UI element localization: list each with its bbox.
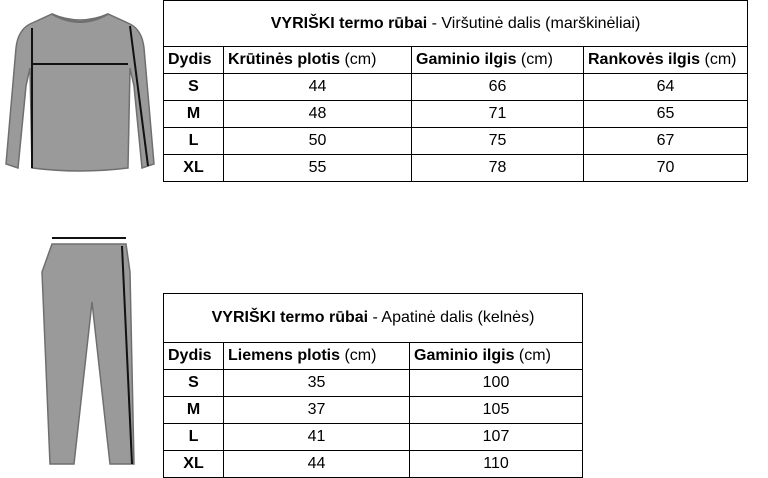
pants-illustration bbox=[36, 232, 160, 472]
table-cell: 75 bbox=[412, 128, 584, 155]
table-cell: 48 bbox=[224, 101, 412, 128]
table-cell: 65 bbox=[584, 101, 748, 128]
pants-icon bbox=[42, 244, 134, 464]
size-label: L bbox=[164, 128, 224, 155]
table-cell: 35 bbox=[224, 370, 410, 397]
size-label: S bbox=[164, 74, 224, 101]
header-sleeve-length: Rankovės ilgis bbox=[588, 51, 701, 68]
table-row bbox=[164, 424, 583, 451]
top-size-table bbox=[163, 0, 748, 182]
table-cell: 78 bbox=[412, 155, 584, 182]
size-label: XL bbox=[164, 451, 224, 478]
table-cell: 67 bbox=[584, 128, 748, 155]
header-garment-length: Gaminio ilgis bbox=[416, 51, 517, 68]
table-row bbox=[164, 451, 583, 478]
size-label: L bbox=[164, 424, 224, 451]
table-cell: 105 bbox=[410, 397, 583, 424]
table-row bbox=[164, 74, 748, 101]
table-row bbox=[164, 101, 748, 128]
table-cell: 37 bbox=[224, 397, 410, 424]
shirt-illustration bbox=[2, 8, 158, 178]
table-row bbox=[164, 370, 583, 397]
table-row bbox=[164, 155, 748, 182]
table-cell: 64 bbox=[584, 74, 748, 101]
bottom-table-title: VYRIŠKI termo rūbai - Apatinė dalis (kelnės) bbox=[164, 294, 583, 343]
top-table-header: Dydis Krūtinės plotis (cm) Gaminio ilgis (cm) Rankovės ilgis (cm) bbox=[164, 47, 748, 74]
header-size: Dydis bbox=[168, 51, 212, 68]
table-cell: 55 bbox=[224, 155, 412, 182]
size-label: M bbox=[164, 397, 224, 424]
header-size: Dydis bbox=[168, 347, 212, 364]
table-cell: 100 bbox=[410, 370, 583, 397]
size-label: XL bbox=[164, 155, 224, 182]
table-row bbox=[164, 397, 583, 424]
top-table-title: VYRIŠKI termo rūbai - Viršutinė dalis (marškinėliai) bbox=[164, 1, 748, 47]
table-cell: 50 bbox=[224, 128, 412, 155]
table-cell: 44 bbox=[224, 74, 412, 101]
table-cell: 107 bbox=[410, 424, 583, 451]
table-row bbox=[164, 128, 748, 155]
table-cell: 110 bbox=[410, 451, 583, 478]
table-cell: 71 bbox=[412, 101, 584, 128]
size-label: S bbox=[164, 370, 224, 397]
bottom-table-header: Dydis Liemens plotis (cm) Gaminio ilgis (cm) bbox=[164, 343, 583, 370]
bottom-size-table bbox=[163, 293, 583, 478]
table-cell: 44 bbox=[224, 451, 410, 478]
header-waist-width: Liemens plotis bbox=[228, 347, 341, 364]
header-garment-length: Gaminio ilgis bbox=[414, 347, 515, 364]
header-chest-width: Krūtinės plotis bbox=[228, 51, 341, 68]
table-cell: 66 bbox=[412, 74, 584, 101]
table-cell: 70 bbox=[584, 155, 748, 182]
size-label: M bbox=[164, 101, 224, 128]
table-cell: 41 bbox=[224, 424, 410, 451]
